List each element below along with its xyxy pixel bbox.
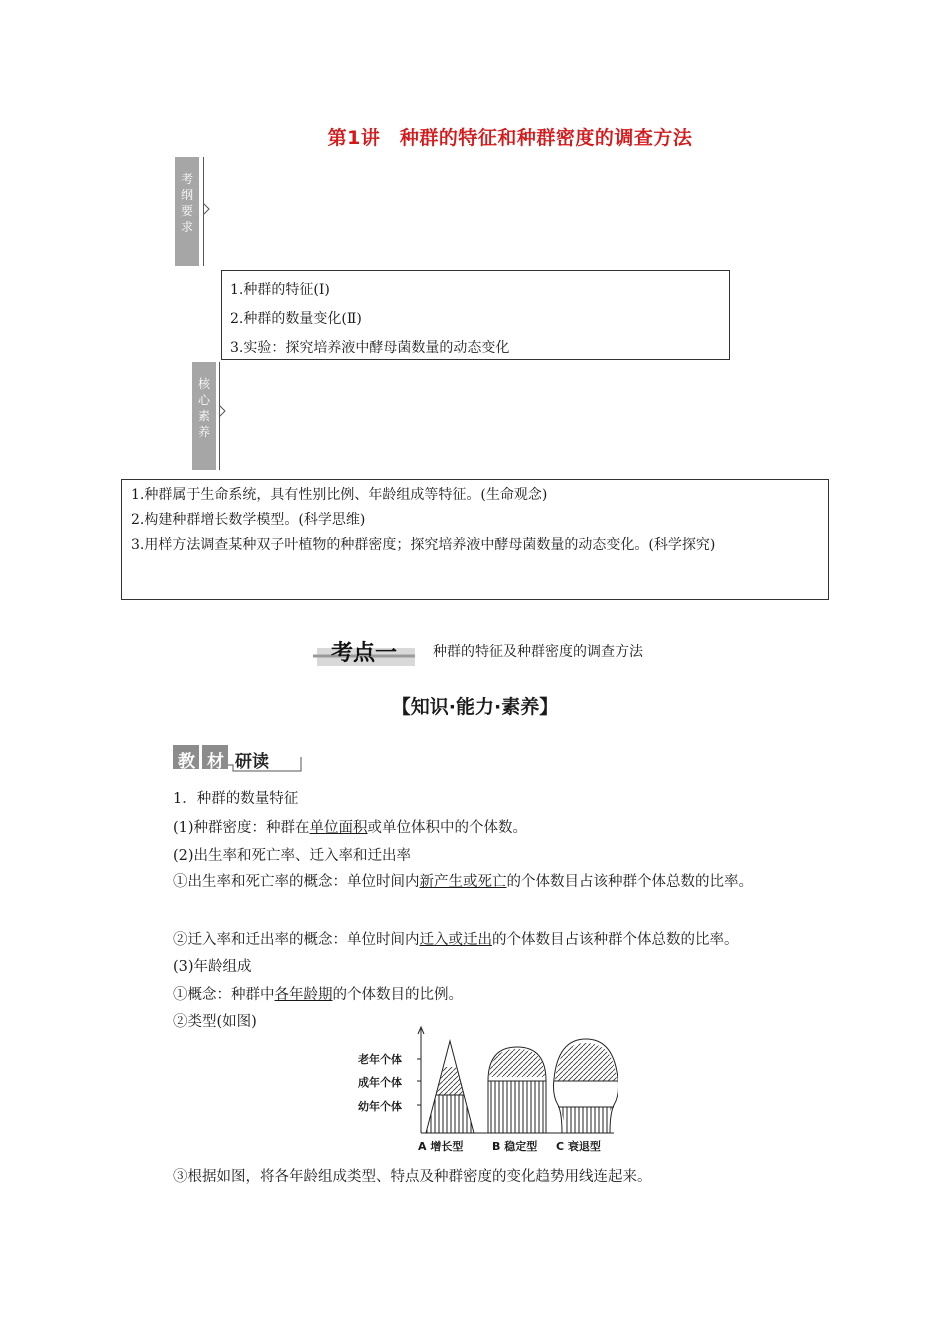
requirement-item: 3.实验：探究培养液中酵母菌数量的动态变化 (230, 340, 510, 356)
axis-label-old: 老年个体 (358, 1053, 402, 1066)
tab-hexin-suyang (192, 362, 216, 470)
underlined-term: 单位面积 (309, 820, 368, 836)
axis-label-young: 幼年个体 (358, 1100, 402, 1113)
literacy-item: 3.用样方法调查某种双子叶植物的种群密度；探究培养液中酵母菌数量的动态变化。(科学探究) (131, 537, 716, 553)
tab-hexin-label: 核心素养 (197, 377, 210, 439)
axis-label-adult: 成年个体 (358, 1076, 402, 1089)
type-label-c: C 衰退型 (556, 1140, 601, 1153)
paragraph: (3)年龄组成 (173, 959, 252, 975)
kaodian-badge-label: 考点一 (330, 641, 397, 666)
paragraph: 1．种群的数量特征 (173, 791, 299, 807)
jiaocai-badge (173, 743, 303, 773)
paragraph: (1)种群密度：种群在单位面积或单位体积中的个体数。 (173, 820, 528, 836)
paragraph: ③根据如图，将各年龄组成类型、特点及种群密度的变化趋势用线连起来。 (173, 1169, 652, 1185)
paragraph: ②迁入率和迁出率的概念：单位时间内迁入或迁出的个体数目占该种群个体总数的比率。 (173, 932, 739, 948)
paragraph: ①出生率和死亡率的概念：单位时间内新产生或死亡的个体数目占该种群个体总数的比率。 (173, 874, 753, 890)
requirements-box (221, 270, 730, 360)
page-title: 第1讲 种群的特征和种群密度的调查方法 (327, 127, 693, 149)
literacy-box (121, 479, 829, 600)
kaodian-title: 种群的特征及种群密度的调查方法 (433, 644, 643, 660)
literacy-item: 2.构建种群增长数学模型。(科学思维) (131, 512, 366, 528)
literacy-item: 1.种群属于生命系统，具有性别比例、年龄组成等特征。(生命观念) (131, 487, 548, 503)
underlined-term: 各年龄期 (274, 987, 333, 1003)
tab-kaogang-label: 考纲要求 (180, 172, 193, 234)
requirement-item: 2.种群的数量变化(Ⅱ) (230, 311, 362, 327)
type-label-a: A 增长型 (418, 1140, 464, 1153)
jiaocai-char-1: 教 (178, 752, 195, 772)
requirement-item: 1.种群的特征(Ⅰ) (230, 282, 330, 298)
age-structure-figure (358, 1021, 618, 1161)
chevron-right-icon (219, 405, 227, 417)
section-heading: 【知识·能力·素养】 (391, 696, 559, 718)
underlined-term: 迁入或迁出 (419, 932, 492, 948)
paragraph: (2)出生率和死亡率、迁入率和迁出率 (173, 848, 412, 864)
tab-kaogang-yaoqiu (175, 157, 199, 266)
underlined-term: 新产生或死亡 (419, 874, 507, 890)
kaodian-badge (313, 634, 415, 668)
chevron-right-icon (203, 203, 211, 215)
jiaocai-char-2: 材 (207, 752, 224, 772)
type-label-b: B 稳定型 (492, 1140, 538, 1153)
paragraph: ②类型(如图) (173, 1014, 257, 1030)
paragraph: ①概念：种群中各年龄期的个体数目的比例。 (173, 987, 463, 1003)
jiaocai-text: 研读 (235, 752, 269, 772)
